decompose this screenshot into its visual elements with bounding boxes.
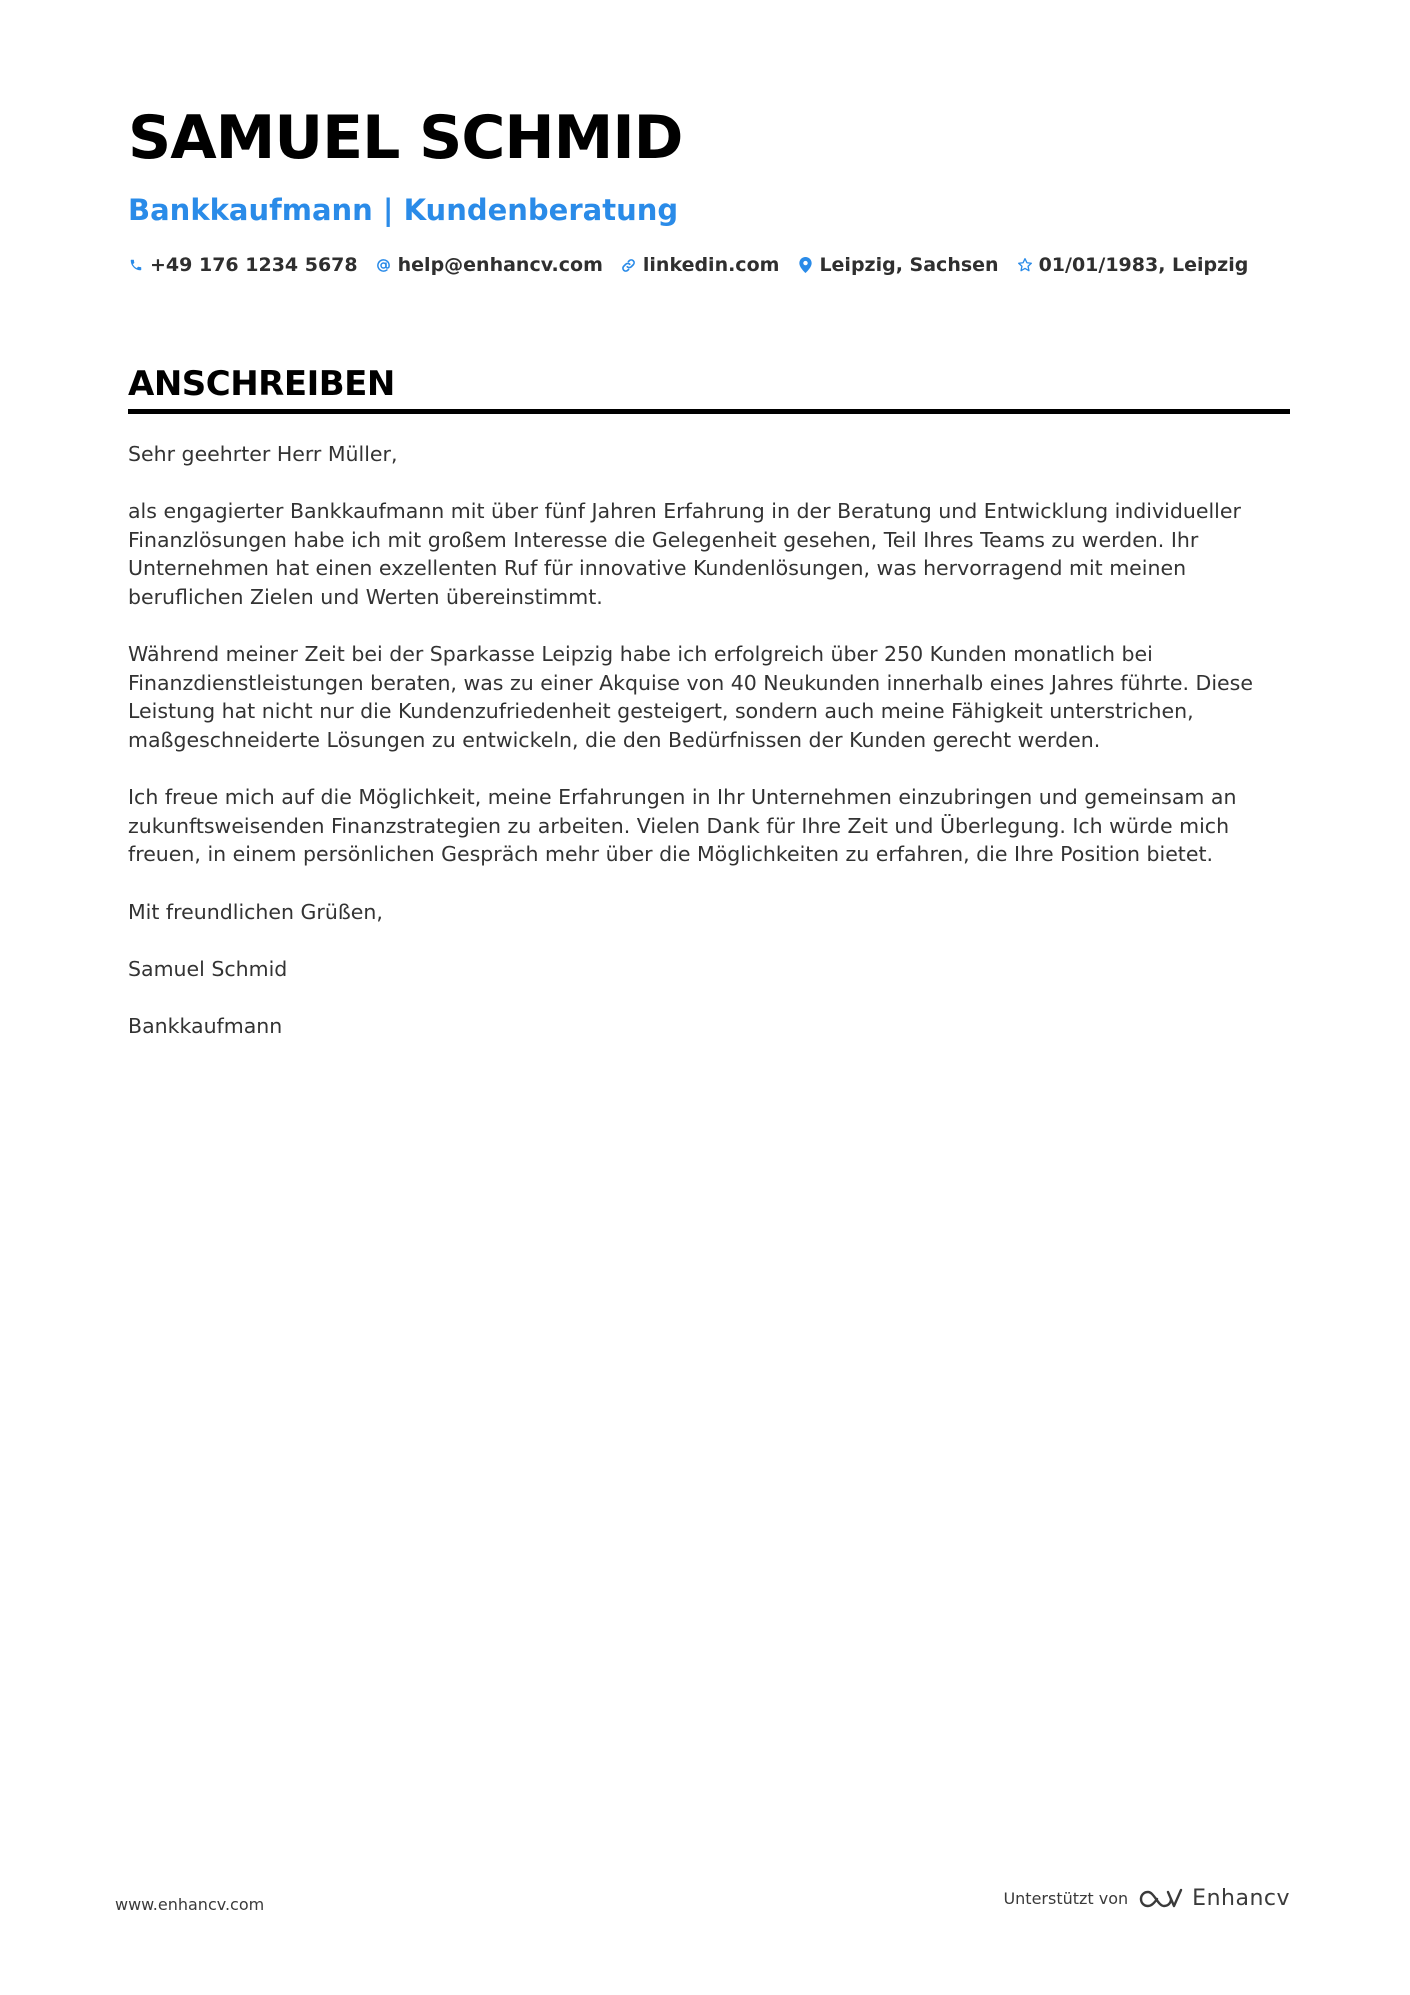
star-icon [1017, 256, 1033, 274]
section-divider [128, 409, 1290, 414]
letter-closing: Mit freundlichen Grüßen, [128, 899, 383, 924]
letter-body [128, 440, 1290, 1069]
footer-website-link[interactable]: www.enhancv.com [115, 1895, 265, 1914]
section-title: ANSCHREIBEN [128, 364, 395, 404]
letter-paragraph-2: Während meiner Zeit bei der Sparkasse Leipzig habe ich erfolgreich über 250 Kunden monatlich bei Finanzdienstleistungen beraten, was zu einer Akquise von 40 Neukunden innerhalb eines Jahres führte. Diese Leistung hat nicht nur die Kundenzufriedenheit gesteigert, sondern auch meine Fähigkeit unterstrichen, maßgeschneiderte Lösungen zu entwickeln, die den Bedürfnissen der Kunden gerecht werden. [128, 642, 1253, 752]
contact-email-text: help@enhancv.com [397, 254, 603, 276]
enhancv-logo[interactable] [1138, 1886, 1290, 1911]
contact-linkedin[interactable] [621, 254, 780, 276]
letter-paragraph-3: Ich freue mich auf die Möglichkeit, meine Erfahrungen in Ihr Unternehmen einzubringen und gemeinsam an zukunftsweisenden Finanzstrategien zu arbeiten. Vielen Dank für Ihre Zeit und Überlegung. Ich würde mich freuen, in einem persönlichen Gespräch mehr über die Möglichkeiten zu erfahren, die Ihre Position bietet. [128, 785, 1237, 867]
contact-birth-text: 01/01/1983, Leipzig [1038, 254, 1249, 276]
contact-linkedin-text: linkedin.com [642, 254, 780, 276]
location-pin-icon [797, 256, 813, 274]
letter-paragraph-1: als engagierter Bankkaufmann mit über fünf Jahren Erfahrung in der Beratung und Entwicklung individueller Finanzlösungen habe ich mit großem Interesse die Gelegenheit gesehen, Teil Ihres Teams zu werden. Ihr Unternehmen hat einen exzellenten Ruf für innovative Kundenlösungen, was hervorragend mit meinen beruflichen Zielen und Werten übereinstimmt. [128, 499, 1241, 609]
enhancv-logo-text: Enhancv [1192, 1886, 1290, 1911]
footer-branding [1003, 1886, 1290, 1911]
contact-phone-text: +49 176 1234 5678 [150, 254, 358, 276]
enhancv-logo-icon [1138, 1887, 1184, 1911]
link-icon [621, 256, 637, 274]
contact-bar [128, 254, 1248, 276]
letter-salutation: Sehr geehrter Herr Müller, [128, 442, 398, 466]
at-icon [376, 256, 392, 274]
contact-location [797, 254, 998, 276]
powered-by-label: Unterstützt von [1003, 1889, 1129, 1908]
signature-title: Bankkaufmann [128, 1013, 283, 1038]
signature-name: Samuel Schmid [128, 956, 288, 981]
contact-phone[interactable] [128, 254, 358, 276]
job-title: Bankkaufmann | Kundenberatung [128, 193, 679, 227]
contact-email[interactable] [376, 254, 603, 276]
contact-birth [1017, 254, 1249, 276]
applicant-name: SAMUEL SCHMID [128, 103, 683, 173]
contact-location-text: Leipzig, Sachsen [819, 254, 999, 276]
phone-icon [128, 256, 144, 274]
